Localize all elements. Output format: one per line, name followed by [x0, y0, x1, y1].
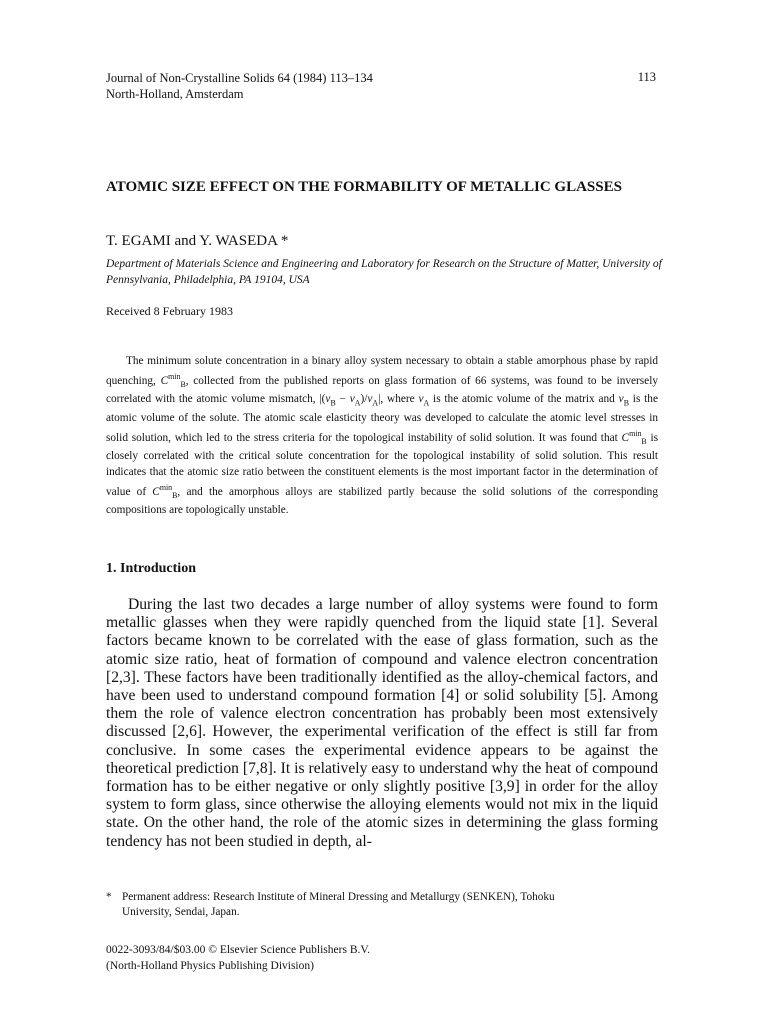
copyright-notice — [106, 942, 370, 974]
footnote-line-2: University, Sendai, Japan. — [122, 906, 240, 918]
footnote-mark: * — [106, 891, 112, 903]
journal-citation: Journal of Non-Crystalline Solids 64 (1984) 113–134 — [106, 71, 373, 85]
page-number: 113 — [637, 70, 656, 84]
footnote-line-1: Permanent address: Research Institute of Mineral Dressing and Metallurgy (SENKEN), Tohoku — [122, 891, 555, 903]
section-heading: 1. Introduction — [106, 561, 196, 576]
footnote — [106, 890, 662, 920]
abstract — [106, 354, 658, 518]
journal-header — [106, 70, 373, 102]
introduction-paragraph: During the last two decades a large number of alloy systems were found to form metallic glasses when they were rapidly quenched from the liquid state [1]. Several factors became known to be correlated with the ease of glass formation, such as the atomic size ratio, heat of formation of compound and valence electron concentration [2,3]. These factors have been traditionally identified as the alloy-chemical factors, and have been used to understand compound formation [4] or solid solubility [5]. Among them the role of valence electron concentration has probably been most extensively discussed [2,6]. However, the experimental verification of the effect is still far from conclusive. In some cases the experimental evidence appears to be against the theoretical prediction [7,8]. It is relatively easy to understand why the heat of compound formation has to be either negative or only slightly positive [3,9] in order for the alloy system to form glass, since otherwise the alloying elements would not mix in the liquid state. On the other hand, the role of the atomic sizes in determining the glass forming tendency has not been studied in depth, al- — [106, 596, 658, 850]
copyright-line-2: (North-Holland Physics Publishing Division) — [106, 960, 314, 972]
abstract-paragraph: The minimum solute concentration in a binary alloy system necessary to obtain a stable amorphous phase by rapid quenching, $C^{min}_B$, collected from the published reports on glass formation of 66 systems, was found to be inversely correlated with the atomic volume mismatch, $|(v_B - v_A)/v_A|$, where $v_A$ is the atomic volume of the matrix and $v_B$ is the atomic volume of the solute. The atomic scale elasticity theory was developed to calculate the atomic level stresses in solid solution, which led to the stress criteria for the topological instability of solid solution. It was found that $C^{min}_B$ is closely correlated with the critical solute concentration for the topological instability of solid solution. This result indicates that the atomic size ratio between the constituent elements is the most important factor in the determination of value of $C^{min}_B$, and the amorphous alloys are stabilized partly because the solid solutions of the corresponding compositions are topologically unstable. — [106, 355, 659, 516]
article-title: ATOMIC SIZE EFFECT ON THE FORMABILITY OF METALLIC GLASSES — [106, 179, 622, 195]
introduction-body — [106, 596, 658, 851]
received-date: Received 8 February 1983 — [106, 304, 233, 318]
publisher-line: North-Holland, Amsterdam — [106, 87, 244, 101]
affiliation: Department of Materials Science and Engineering and Laboratory for Research on the Structure of Matter, University of Pennsylvania, Philadelphia, PA 19104, USA — [106, 258, 662, 286]
authors: T. EGAMI and Y. WASEDA * — [106, 233, 289, 249]
copyright-line-1: 0022-3093/84/$03.00 © Elsevier Science Publishers B.V. — [106, 944, 371, 956]
